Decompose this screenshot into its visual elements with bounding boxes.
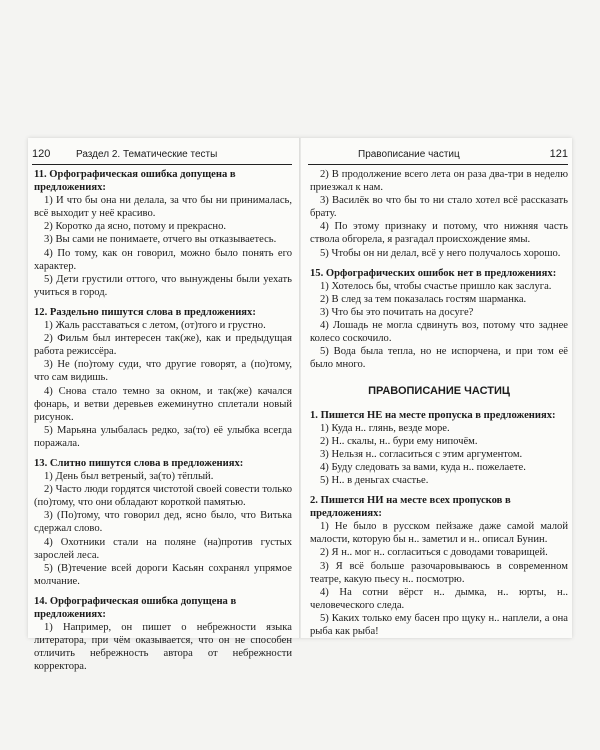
answer-option: 1) Жаль расставаться с летом, (от)того и грустно.: [44, 320, 266, 332]
answer-option: 4) Охотники стали на поляне (на)против густых зарослей леса.: [34, 536, 292, 561]
answer-option: 2) Фильм был интересен так(же), как и предыдущая работа режиссёра.: [34, 333, 292, 358]
right-page-body: [310, 168, 568, 638]
right-page-header: [308, 148, 568, 165]
answer-option: 5) Дети грустили оттого, что вынуждены были уехать учиться в город.: [34, 273, 292, 298]
answer-option: 1) Куда н.. глянь, везде море.: [320, 422, 450, 434]
continued-items: [310, 168, 568, 260]
answer-option: 4) По этому признаку и потому, что нижняя часть ствола обгорела, я разгадал происхождение ямы.: [310, 221, 568, 246]
book-spread: [28, 138, 572, 673]
question-title: 11. Орфографическая ошибка допущена в предложениях:: [34, 169, 236, 194]
question-block: [34, 457, 292, 588]
answer-option: 3) (По)тому, что говорил дед, ясно было, что Витька сдержал слово.: [34, 510, 292, 535]
question-block: [310, 494, 568, 638]
question-block: [34, 168, 292, 299]
question-title: 12. Раздельно пишутся слова в предложениях:: [34, 306, 256, 318]
answer-option: 3) Вы сами не понимаете, отчего вы отказываетесь.: [44, 234, 277, 246]
section-heading: ПРАВОПИСАНИЕ ЧАСТИЦ: [368, 385, 510, 398]
left-page-body: [34, 168, 292, 673]
answer-option: 4) Буду следовать за вами, куда н.. пожелаете.: [320, 461, 526, 473]
answer-option: 4) Лошадь не могла сдвинуть воз, потому что заднее колесо соскочило.: [310, 320, 568, 345]
answer-option: 1) Например, он пишет о небрежности языка литератора, при чём оказывается, что он не способен отличить небрежность автора от небрежности корректора.: [34, 622, 292, 673]
question-group: [310, 409, 568, 639]
answer-option: 1) День был ветреный, за(то) тёплый.: [44, 471, 214, 483]
answer-option: 3) Я всё больше разочаровываюсь в современном театре, какую пьесу н.. посмотрю.: [310, 560, 568, 585]
running-title: Раздел 2. Тематические тесты: [76, 149, 218, 160]
question-group: [310, 267, 568, 372]
answer-option: 3) Что бы это почитать на досуге?: [320, 306, 474, 318]
left-page-header: [32, 148, 292, 165]
answer-option: 2) Коротко да ясно, потому и прекрасно.: [44, 221, 227, 233]
book-gutter: [299, 138, 301, 638]
answer-option: 2) В продолжение всего лета он раза два-три в неделю приезжал к нам.: [310, 169, 568, 194]
answer-option: 1) Не было в русском пейзаже даже самой малой малости, которую бы н.. заметил и н.. описал Бунин.: [310, 521, 568, 546]
answer-option: 2) В след за тем показалась гостям шарманка.: [320, 293, 527, 305]
answer-option: 5) Каких только ему басен про щуку н.. наплели, а она рыба как рыба!: [310, 612, 568, 637]
answer-option: 5) Н.. в деньгах счастье.: [320, 474, 429, 486]
left-page: [28, 138, 296, 673]
question-title: 14. Орфографическая ошибка допущена в предложениях:: [34, 595, 237, 620]
answer-option: 2) Н.. скалы, н.. бури ему нипочём.: [320, 435, 478, 447]
page-number: 120: [32, 148, 51, 160]
page-number: 121: [549, 148, 568, 160]
question-block: [34, 595, 292, 674]
question-title: 13. Слитно пишутся слова в предложениях:: [34, 457, 244, 469]
answer-option: 2) Часто люди гордятся чистотой своей совести только (по)тому, что они обладают короткой памятью.: [34, 484, 292, 509]
question-block: [310, 409, 568, 488]
answer-option: 3) Нельзя н.. согласиться с этим аргументом.: [320, 448, 523, 460]
answer-option: 1) Хотелось бы, чтобы счастье пришло как заслуга.: [320, 280, 552, 292]
answer-option: 2) Я н.. мог н.. согласиться с доводами товарищей.: [320, 547, 548, 559]
answer-option: 1) И что бы она ни делала, за что бы ни принималась, всё выходит у неё красиво.: [34, 195, 292, 220]
answer-option: 4) На сотни вёрст н.. дымка, н.. юрты, н.. человеческого следа.: [310, 586, 568, 611]
question-title: 15. Орфографических ошибок нет в предложениях:: [310, 267, 557, 279]
answer-option: 5) (В)течение всей дороги Касьян сохранял упрямое молчание.: [34, 562, 292, 587]
answer-option: 5) Вода была тепла, но не испорчена, и при том её было много.: [310, 346, 568, 371]
running-title: Правописание частиц: [358, 149, 460, 160]
answer-option: 5) Марьяна улыбалась редко, за(то) её улыбка всегда поражала.: [34, 424, 292, 449]
answer-option: 3) Не (по)тому суди, что другие говорят, а (по)тому, что сам видишь.: [34, 359, 292, 384]
answer-option: 4) Снова стало темно за окном, и так(же) качался фонарь, и ветви деревьев ежеминутно сплетали новый рисунок.: [34, 385, 292, 423]
answer-option: 3) Василёк во что бы то ни стало хотел всё рассказать брату.: [310, 195, 568, 220]
answer-option: 5) Чтобы он ни делал, всё у него получалось хорошо.: [320, 247, 561, 259]
question-title: 1. Пишется НЕ на месте пропуска в предложениях:: [310, 409, 556, 421]
question-block: [34, 306, 292, 450]
question-title: 2. Пишется НИ на месте всех пропусков в предложениях:: [310, 495, 511, 520]
answer-option: 4) По тому, как он говорил, можно было понять его характер.: [34, 247, 292, 272]
question-block: [310, 267, 568, 372]
right-page: [304, 138, 572, 638]
